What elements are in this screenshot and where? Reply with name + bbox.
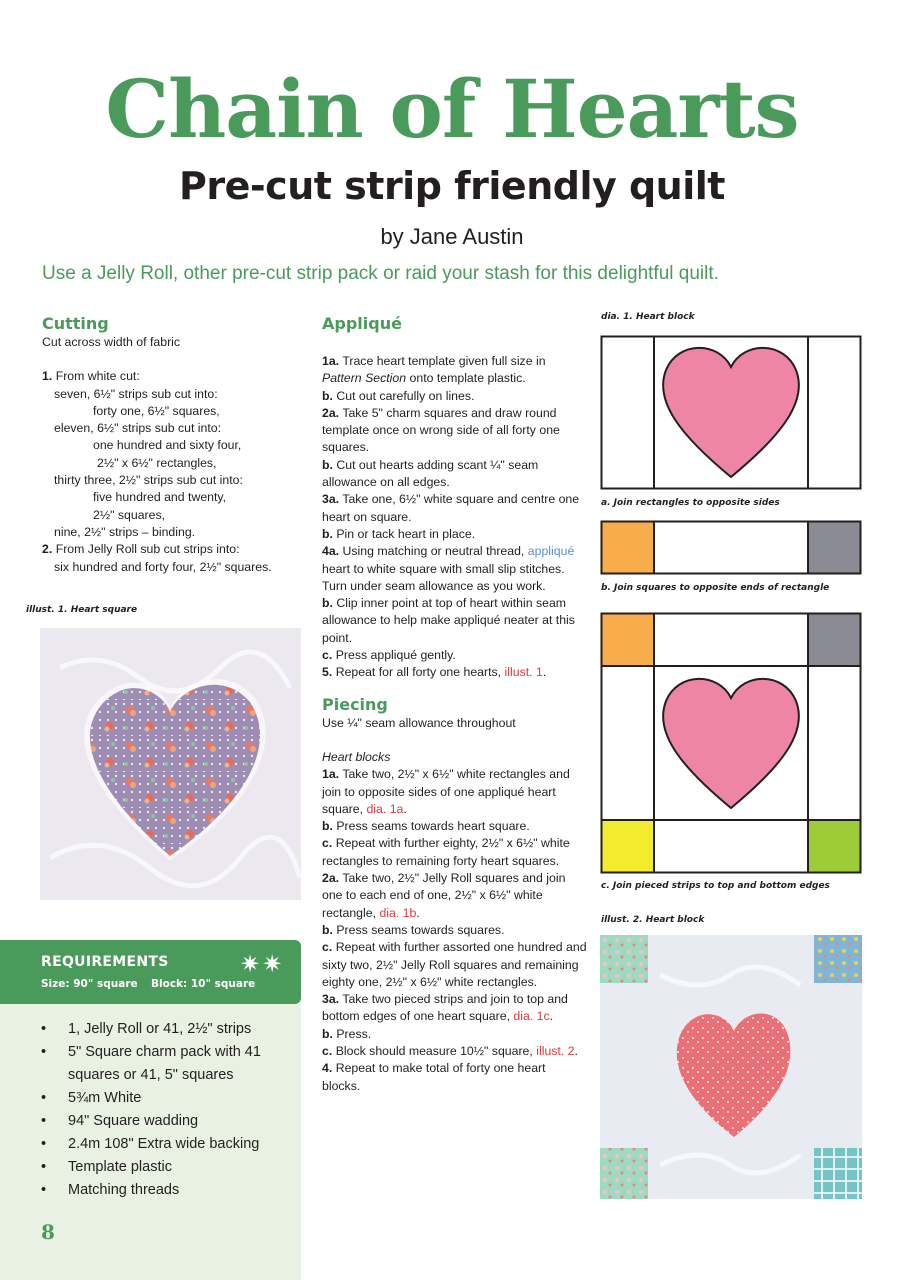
- dia-1b-caption: b. Join squares to opposite ends of rectangle: [601, 583, 830, 593]
- cutting-section: [42, 314, 297, 576]
- piecing-step-1b: b. Press seams towards heart square.: [322, 819, 530, 834]
- piecing-subheading: Heart blocks: [322, 749, 391, 764]
- applique-step-3a: 3a. Take one, 6½" white square and centre one heart on square.: [322, 492, 580, 524]
- page-number: 8: [41, 1220, 55, 1244]
- cutting-line: forty one, 6½" squares,: [93, 403, 220, 418]
- cutting-line: five hundred and twenty,: [93, 490, 227, 505]
- cutting-step-2: 2. From Jelly Roll sub cut strips into:: [42, 542, 240, 557]
- piecing-step-2b: b. Press seams towards squares.: [322, 922, 505, 937]
- cutting-line: 2½" x 6½" rectangles,: [97, 455, 217, 470]
- list-item: • 5¾m White: [41, 1087, 296, 1110]
- instructions-column: [322, 314, 587, 1095]
- applique-step-5: 5. Repeat for all forty one hearts, illust. 1.: [322, 665, 547, 680]
- heart-block-image: [600, 935, 862, 1199]
- author-byline: by Jane Austin: [380, 224, 524, 249]
- applique-step-3b: b. Pin or tack heart in place.: [322, 526, 476, 541]
- cutting-line: six hundred and forty four, 2½" squares.: [54, 559, 272, 574]
- cutting-line: 2½" squares,: [93, 507, 166, 522]
- illust-1-ref: illust. 1: [504, 665, 543, 680]
- piecing-heading: Piecing: [322, 694, 388, 714]
- diagram-1b: [600, 520, 862, 575]
- applique-step-4a: 4a. Using matching or neutral thread, appliqué heart to white square with small slip stitches. Turn under seam allowance as you work.: [322, 544, 575, 593]
- grey-square: [808, 522, 861, 574]
- cutting-line: one hundred and sixty four,: [93, 438, 242, 453]
- cutting-heading: Cutting: [42, 314, 109, 333]
- heart-square-image: [40, 628, 301, 900]
- applique-step-1b: b. Cut out carefully on lines.: [322, 388, 475, 403]
- orange-square: [602, 522, 655, 574]
- intro-text: Use a Jelly Roll, other pre-cut strip pack or raid your stash for this delightful quilt.: [42, 263, 719, 284]
- applique-heading: Appliqué: [322, 314, 402, 333]
- cutting-note: Cut across width of fabric: [42, 335, 181, 349]
- heart-block-photo: [600, 935, 862, 1199]
- yellow-square: [602, 820, 655, 873]
- dia-1a-caption: a. Join rectangles to opposite sides: [601, 498, 780, 508]
- cutting-line: nine, 2½" strips – binding.: [54, 524, 196, 539]
- list-item: • 1, Jelly Roll or 41, 2½" strips: [41, 1018, 296, 1041]
- orange-square: [602, 614, 655, 667]
- applique-step-2a: 2a. Take 5" charm squares and draw round template once on wrong side of all forty one squares.: [322, 405, 560, 455]
- piecing-note: Use ¼" seam allowance throughout: [322, 715, 516, 730]
- list-item: • 94" Square wadding: [41, 1110, 296, 1133]
- piecing-step-3a: 3a. Take two pieced strips and join to top and bottom edges of one heart square, dia. 1c.: [322, 992, 568, 1024]
- applique-step-1a: 1a. Trace heart template given full size in Pattern Section onto template plastic.: [322, 354, 546, 386]
- illust-2-caption: illust. 2. Heart block: [601, 915, 705, 925]
- piecing-step-1c: c. Repeat with further eighty, 2½" x 6½" white rectangles to remaining forty heart squares.: [322, 836, 570, 868]
- illust-1-caption: illust. 1. Heart square: [26, 605, 138, 615]
- applique-step-2b: b. Cut out hearts adding scant ¼" seam allowance on all edges.: [322, 457, 539, 490]
- grey-square: [808, 614, 861, 667]
- applique-link[interactable]: appliqué: [527, 544, 575, 559]
- page-subtitle: Pre-cut strip friendly quilt: [179, 164, 725, 208]
- requirements-list: [41, 1018, 296, 1202]
- requirements-title: REQUIREMENTS: [41, 954, 169, 970]
- piecing-step-2a: 2a. Take two, 2½" Jelly Roll squares and join one to each end of one, 2½" x 6½" white rectangle, dia. 1b.: [322, 871, 566, 920]
- diagram-1a: [600, 335, 862, 490]
- dia-1-caption: dia. 1. Heart block: [601, 312, 695, 322]
- applique-step-4b: b. Clip inner point at top of heart within seam allowance to help make appliqué neater at this point.: [322, 596, 575, 645]
- applique-step-4c: c. Press appliqué gently.: [322, 648, 456, 663]
- dia-1c-caption: c. Join pieced strips to top and bottom edges: [601, 881, 830, 891]
- quilt-size: Size: 90" square: [41, 978, 138, 990]
- piecing-step-3b: b. Press.: [322, 1026, 372, 1041]
- list-item: • Matching threads: [41, 1179, 296, 1202]
- star-icon: ✷✷: [240, 951, 285, 978]
- cutting-line: seven, 6½" strips sub cut into:: [54, 386, 218, 401]
- page-title: Chain of Hearts: [105, 62, 799, 156]
- piecing-step-4: 4. Repeat to make total of forty one heart blocks.: [322, 1061, 546, 1093]
- cutting-line: thirty three, 2½" strips sub cut into:: [54, 473, 243, 488]
- cutting-step-1: 1. From white cut:: [42, 369, 140, 384]
- piecing-step-2c: c. Repeat with further assorted one hundred and sixty two, 2½" Jelly Roll squares and remaining eighty one, 2½" x 6½" white rectangles.: [322, 940, 587, 989]
- piecing-step-3c: c. Block should measure 10½" square, illust. 2.: [322, 1043, 578, 1058]
- heart-square-photo: [40, 628, 301, 900]
- list-item: • 2.4m 108" Extra wide backing: [41, 1133, 296, 1156]
- block-size: Block: 10" square: [151, 978, 256, 990]
- piecing-step-1a: 1a. Take two, 2½" x 6½" white rectangles and join to opposite sides of one appliqué heart square, dia. 1a.: [322, 767, 570, 816]
- lime-square: [808, 820, 861, 873]
- list-item: • 5" Square charm pack with 41 squares or 41, 5" squares: [41, 1041, 296, 1087]
- list-item: • Template plastic: [41, 1156, 296, 1179]
- cutting-line: eleven, 6½" strips sub cut into:: [54, 421, 222, 436]
- diagram-1c: [600, 612, 862, 874]
